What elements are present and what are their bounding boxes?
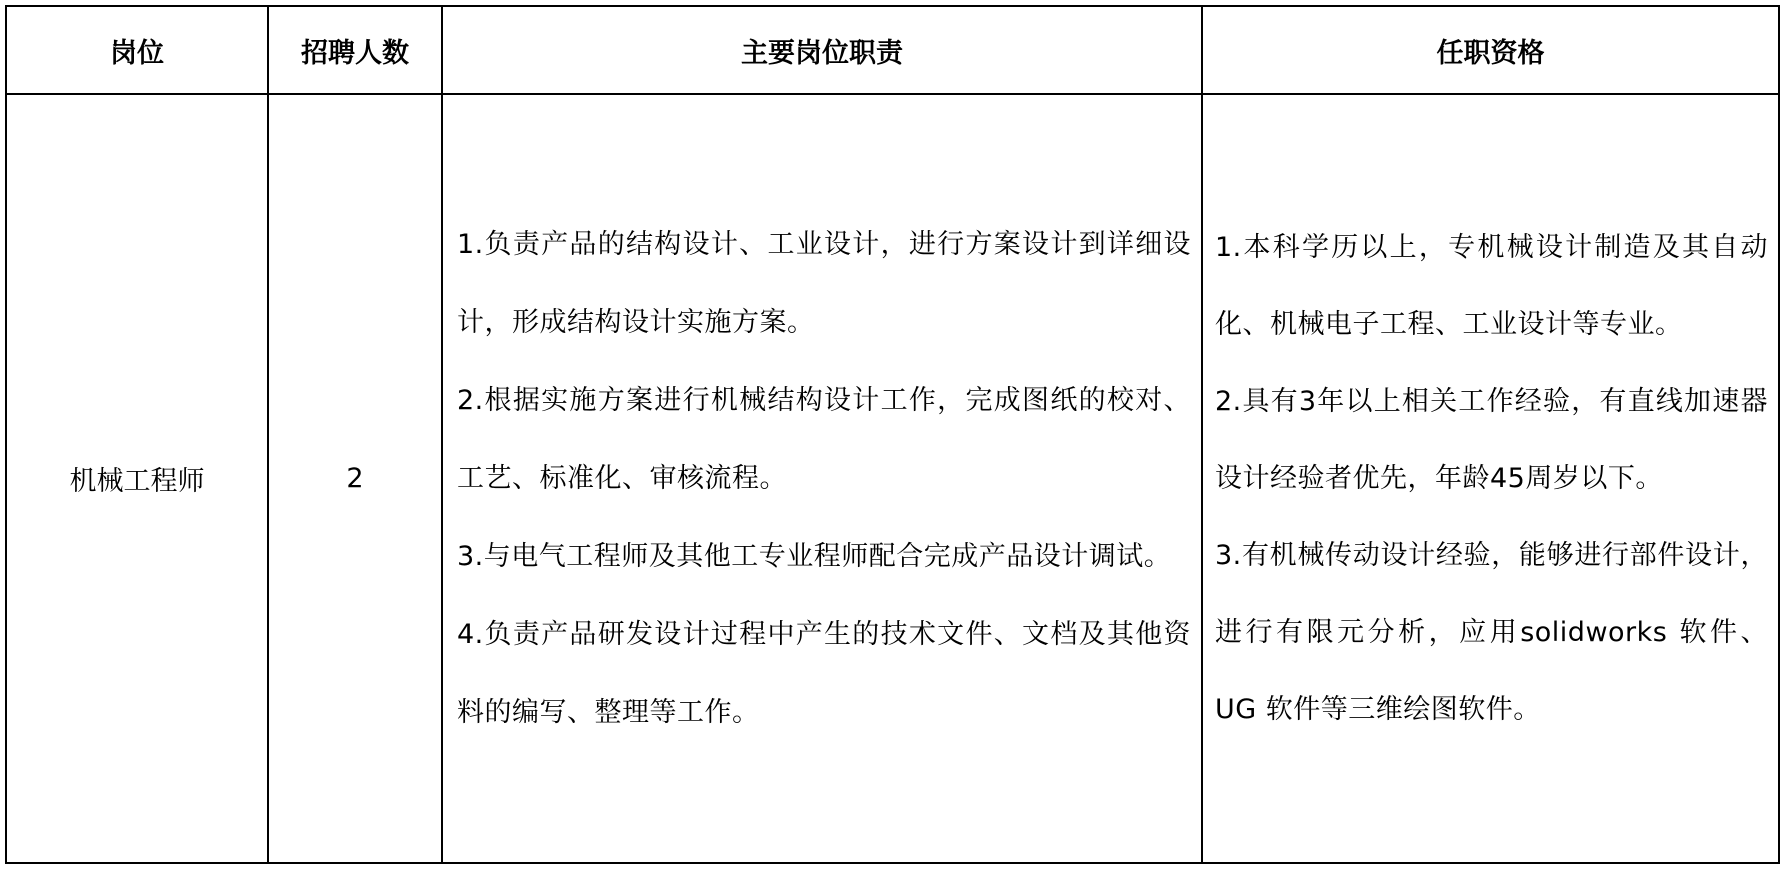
duty-item: 4.负责产品研发设计过程中产生的技术文件、文档及其他资料的编写、整理等工作。 xyxy=(457,618,1191,728)
requirement-item: 2.具有3年以上相关工作经验，有直线加速器设计经验者优先，年龄45周岁以下。 xyxy=(1215,386,1768,494)
requirement-item: 1.本科学历以上，专机械设计制造及其自动化、机械电子工程、工业设计等专业。 xyxy=(1215,232,1768,340)
header-requirements: 任职资格 xyxy=(1202,6,1779,94)
header-row xyxy=(6,6,1779,94)
duty-item: 3.与电气工程师及其他工专业程师配合完成产品设计调试。 xyxy=(457,540,1172,572)
job-recruitment-table xyxy=(5,5,1780,864)
table-header xyxy=(6,6,1779,94)
requirements-cell xyxy=(1202,94,1779,863)
table-body xyxy=(6,94,1779,863)
header-count: 招聘人数 xyxy=(268,6,442,94)
header-position: 岗位 xyxy=(6,6,268,94)
duty-item: 2.根据实施方案进行机械结构设计工作，完成图纸的校对、工艺、标准化、审核流程。 xyxy=(457,384,1191,494)
position-cell: 机械工程师 xyxy=(6,94,268,863)
table-row xyxy=(6,94,1779,863)
header-duties: 主要岗位职责 xyxy=(442,6,1202,94)
requirements-list xyxy=(1203,209,1778,748)
requirement-item: 3.有机械传动设计经验，能够进行部件设计，进行有限元分析，应用solidworks 软件、UG 软件等三维绘图软件。 xyxy=(1215,540,1768,725)
duty-item: 1.负责产品的结构设计、工业设计，进行方案设计到详细设计，形成结构设计实施方案。 xyxy=(457,228,1191,338)
duties-cell xyxy=(442,94,1202,863)
count-cell: 2 xyxy=(268,94,442,863)
duties-list xyxy=(443,206,1201,752)
